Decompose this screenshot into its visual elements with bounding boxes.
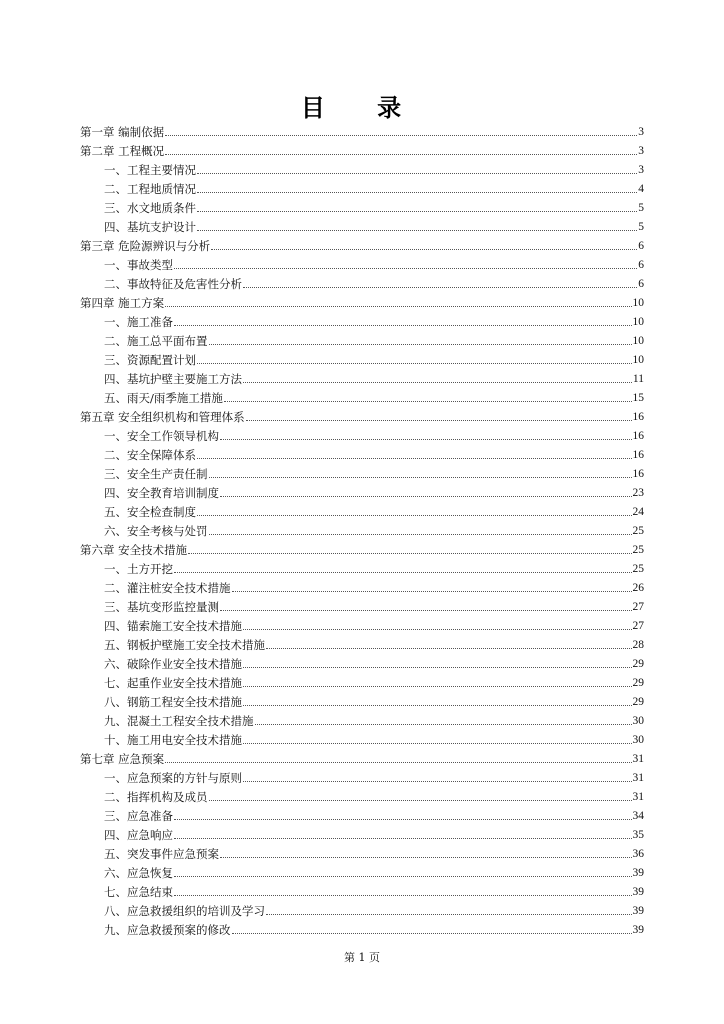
toc-entry-label: 八、应急救援组织的培训及学习 [104, 904, 265, 918]
toc-section-entry[interactable] [104, 482, 644, 501]
toc-chapter-entry[interactable] [80, 292, 644, 311]
toc-section-entry[interactable] [104, 919, 644, 938]
toc-section-entry[interactable] [104, 216, 644, 235]
toc-entry-label: 四、锚索施工安全技术措施 [104, 619, 242, 633]
toc-dot-leader [220, 439, 632, 440]
toc-entry-page-number: 10 [632, 297, 644, 309]
toc-entry-label: 一、施工准备 [104, 315, 173, 329]
toc-section-entry[interactable] [104, 729, 644, 748]
toc-entry-page-number: 36 [632, 848, 644, 860]
toc-section-entry[interactable] [104, 862, 644, 881]
toc-entry-label: 六、破除作业安全技术措施 [104, 657, 242, 671]
toc-entry-label: 第一章 编制依据 [80, 125, 165, 139]
toc-dot-leader [220, 857, 632, 858]
toc-dot-leader [197, 363, 632, 364]
toc-entry-page-number: 31 [632, 753, 644, 765]
toc-section-entry[interactable] [104, 159, 644, 178]
toc-entry-page-number: 39 [632, 886, 644, 898]
toc-entry-page-number: 29 [632, 696, 644, 708]
toc-entry-page-number: 6 [638, 259, 644, 271]
toc-entry-page-number: 34 [632, 810, 644, 822]
toc-entry-page-number: 29 [632, 658, 644, 670]
toc-entry-label: 六、应急恢复 [104, 866, 173, 880]
toc-section-entry[interactable] [104, 425, 644, 444]
toc-section-entry[interactable] [104, 178, 644, 197]
toc-entry-label: 三、安全生产责任制 [104, 467, 208, 481]
toc-section-entry[interactable] [104, 596, 644, 615]
toc-dot-leader [243, 705, 632, 706]
toc-chapter-entry[interactable] [80, 539, 644, 558]
toc-entry-label: 一、工程主要情况 [104, 163, 196, 177]
toc-dot-leader [232, 591, 632, 592]
toc-dot-leader [266, 648, 632, 649]
toc-section-entry[interactable] [104, 767, 644, 786]
toc-entry-page-number: 3 [638, 145, 644, 157]
toc-dot-leader [165, 762, 631, 763]
toc-entry-label: 一、应急预案的方针与原则 [104, 771, 242, 785]
toc-entry-page-number: 3 [638, 164, 644, 176]
toc-entry-label: 二、工程地质情况 [104, 182, 196, 196]
toc-dot-leader [165, 154, 637, 155]
toc-entry-label: 四、应急响应 [104, 828, 173, 842]
toc-entry-label: 九、应急救援预案的修改 [104, 923, 231, 937]
toc-dot-leader [188, 553, 631, 554]
toc-entry-label: 二、事故特征及危害性分析 [104, 277, 242, 291]
toc-entry-label: 三、水文地质条件 [104, 201, 196, 215]
toc-section-entry[interactable] [104, 273, 644, 292]
toc-section-entry[interactable] [104, 653, 644, 672]
toc-section-entry[interactable] [104, 634, 644, 653]
toc-entry-label: 二、指挥机构及成员 [104, 790, 208, 804]
toc-section-entry[interactable] [104, 444, 644, 463]
toc-entry-label: 四、基坑护壁主要施工方法 [104, 372, 242, 386]
toc-entry-page-number: 31 [632, 791, 644, 803]
toc-entry-label: 第六章 安全技术措施 [80, 543, 188, 557]
toc-entry-label: 五、突发事件应急预案 [104, 847, 219, 861]
toc-entry-label: 八、钢筋工程安全技术措施 [104, 695, 242, 709]
toc-dot-leader [174, 838, 632, 839]
toc-entry-page-number: 25 [632, 563, 644, 575]
toc-entry-page-number: 10 [632, 335, 644, 347]
toc-entry-page-number: 4 [638, 183, 644, 195]
toc-dot-leader [197, 515, 632, 516]
toc-entry-label: 三、应急准备 [104, 809, 173, 823]
toc-chapter-entry[interactable] [80, 406, 644, 425]
toc-entry-label: 七、应急结束 [104, 885, 173, 899]
toc-entry-page-number: 25 [632, 525, 644, 537]
toc-dot-leader [266, 914, 632, 915]
toc-entry-page-number: 3 [638, 126, 644, 138]
toc-section-entry[interactable] [104, 786, 644, 805]
toc-entry-page-number: 5 [638, 221, 644, 233]
toc-dot-leader [246, 420, 632, 421]
toc-section-entry[interactable] [104, 843, 644, 862]
toc-section-entry[interactable] [104, 691, 644, 710]
toc-dot-leader [224, 401, 632, 402]
toc-entry-page-number: 23 [632, 487, 644, 499]
toc-entry-label: 一、事故类型 [104, 258, 173, 272]
toc-entry-label: 二、安全保障体系 [104, 448, 196, 462]
toc-section-entry[interactable] [104, 387, 644, 406]
toc-entry-label: 六、安全考核与处罚 [104, 524, 208, 538]
toc-section-entry[interactable] [104, 501, 644, 520]
toc-entry-page-number: 25 [632, 544, 644, 556]
toc-entry-label: 四、基坑支护设计 [104, 220, 196, 234]
toc-dot-leader [174, 819, 632, 820]
toc-chapter-entry[interactable] [80, 140, 644, 159]
toc-entry-label: 第五章 安全组织机构和管理体系 [80, 410, 245, 424]
toc-entry-page-number: 30 [632, 715, 644, 727]
toc-entry-page-number: 11 [632, 373, 644, 385]
toc-section-entry[interactable] [104, 577, 644, 596]
toc-dot-leader [165, 306, 631, 307]
toc-entry-page-number: 35 [632, 829, 644, 841]
toc-dot-leader [220, 496, 632, 497]
toc-entry-label: 第七章 应急预案 [80, 752, 165, 766]
toc-dot-leader [220, 610, 632, 611]
toc-entry-label: 一、土方开挖 [104, 562, 173, 576]
toc-dot-leader [197, 230, 637, 231]
toc-dot-leader [197, 458, 632, 459]
toc-entry-page-number: 10 [632, 316, 644, 328]
toc-entry-label: 二、施工总平面布置 [104, 334, 208, 348]
toc-entry-page-number: 16 [632, 411, 644, 423]
toc-entry-page-number: 27 [632, 620, 644, 632]
toc-entry-label: 第三章 危险源辨识与分析 [80, 239, 211, 253]
toc-entry-page-number: 15 [632, 392, 644, 404]
toc-section-entry[interactable] [104, 197, 644, 216]
toc-section-entry[interactable] [104, 710, 644, 729]
toc-chapter-entry[interactable] [80, 235, 644, 254]
toc-entry-page-number: 5 [638, 202, 644, 214]
toc-entry-page-number: 28 [632, 639, 644, 651]
toc-dot-leader [243, 686, 632, 687]
toc-dot-leader [197, 173, 637, 174]
toc-section-entry[interactable] [104, 881, 644, 900]
page-footer: 第 1 页 [344, 951, 380, 964]
toc-dot-leader [209, 534, 632, 535]
toc-entry-page-number: 16 [632, 468, 644, 480]
toc-entry-label: 三、资源配置计划 [104, 353, 196, 367]
toc-section-entry[interactable] [104, 368, 644, 387]
toc-section-entry[interactable] [104, 900, 644, 919]
toc-dot-leader [209, 344, 632, 345]
toc-dot-leader [197, 192, 637, 193]
toc-entry-label: 五、雨天/雨季施工措施 [104, 391, 223, 405]
toc-dot-leader [243, 382, 632, 383]
toc-entry-page-number: 31 [632, 772, 644, 784]
toc-section-entry[interactable] [104, 254, 644, 273]
toc-entry-page-number: 24 [632, 506, 644, 518]
toc-dot-leader [243, 629, 632, 630]
toc-section-entry[interactable] [104, 330, 644, 349]
toc-dot-leader [165, 135, 637, 136]
toc-entry-page-number: 6 [638, 278, 644, 290]
toc-entry-page-number: 6 [638, 240, 644, 252]
toc-dot-leader [243, 287, 637, 288]
toc-entry-label: 第二章 工程概况 [80, 144, 165, 158]
toc-entry-label: 五、钢板护壁施工安全技术措施 [104, 638, 265, 652]
toc-chapter-entry[interactable] [80, 121, 644, 140]
toc-section-entry[interactable] [104, 672, 644, 691]
toc-section-entry[interactable] [104, 558, 644, 577]
toc-entry-label: 七、起重作业安全技术措施 [104, 676, 242, 690]
toc-entry-label: 一、安全工作领导机构 [104, 429, 219, 443]
toc-entry-label: 十、施工用电安全技术措施 [104, 733, 242, 747]
toc-dot-leader [243, 781, 632, 782]
toc-section-entry[interactable] [104, 520, 644, 539]
toc-entry-page-number: 26 [632, 582, 644, 594]
toc-section-entry[interactable] [104, 349, 644, 368]
toc-entry-label: 五、安全检查制度 [104, 505, 196, 519]
toc-dot-leader [197, 211, 637, 212]
toc-entry-page-number: 16 [632, 449, 644, 461]
toc-entry-page-number: 10 [632, 354, 644, 366]
toc-entry-page-number: 16 [632, 430, 644, 442]
toc-dot-leader [211, 249, 637, 250]
toc-section-entry[interactable] [104, 463, 644, 482]
toc-dot-leader [174, 572, 632, 573]
toc-section-entry[interactable] [104, 615, 644, 634]
toc-entry-label: 四、安全教育培训制度 [104, 486, 219, 500]
toc-dot-leader [243, 743, 632, 744]
toc-entry-page-number: 27 [632, 601, 644, 613]
toc-dot-leader [209, 800, 632, 801]
toc-dot-leader [209, 477, 632, 478]
toc-entry-label: 二、灌注桩安全技术措施 [104, 581, 231, 595]
toc-dot-leader [174, 268, 637, 269]
toc-section-entry[interactable] [104, 805, 644, 824]
toc-dot-leader [255, 724, 632, 725]
toc-entry-page-number: 39 [632, 905, 644, 917]
toc-section-entry[interactable] [104, 824, 644, 843]
toc-section-entry[interactable] [104, 311, 644, 330]
toc-chapter-entry[interactable] [80, 748, 644, 767]
toc-entry-label: 三、基坑变形监控量测 [104, 600, 219, 614]
toc-entry-label: 第四章 施工方案 [80, 296, 165, 310]
toc-dot-leader [174, 876, 632, 877]
toc-entry-page-number: 29 [632, 677, 644, 689]
toc-dot-leader [243, 667, 632, 668]
toc-entry-page-number: 39 [632, 867, 644, 879]
toc-entry-page-number: 30 [632, 734, 644, 746]
toc-entry-page-number: 39 [632, 924, 644, 936]
toc-title: 目 录 [300, 94, 424, 122]
toc-dot-leader [174, 325, 632, 326]
toc-entry-label: 九、混凝土工程安全技术措施 [104, 714, 254, 728]
toc-dot-leader [232, 933, 632, 934]
toc-dot-leader [174, 895, 632, 896]
